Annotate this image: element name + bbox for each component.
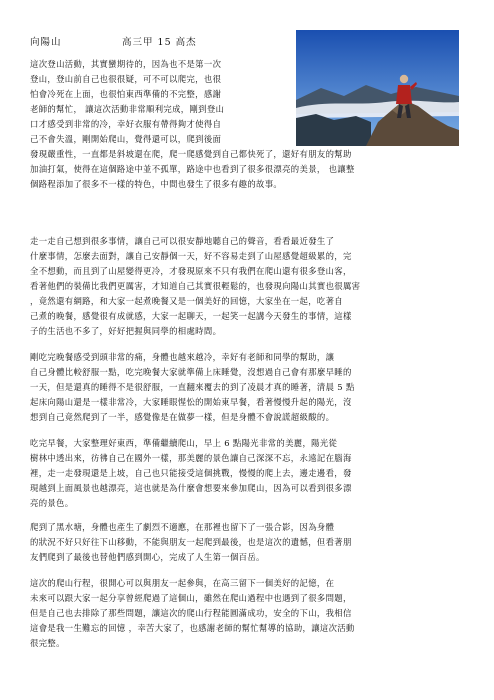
- text-line: 爬到了黑水塘，身體也產生了劇烈不適應，在那裡也留下了一張合影，因為身體: [30, 522, 335, 532]
- paragraph-3: [30, 350, 355, 425]
- text-line: 個路程添加了很多不一樣的特色，中間也發生了很多有趣的故事。: [30, 179, 283, 189]
- text-line: 剛吃完晚餐感受到頭非常的痛，身體也越來越冷，幸好有老師和同學的幫助，讓: [30, 352, 335, 362]
- text-line: ，竟然還有網路，和大家一起煮晚餐又是一個美好的回憶，大家坐在一起，吃著自: [30, 296, 343, 306]
- paragraph-1: [30, 57, 355, 192]
- text-line: 加油打氣，使得在這個路途中並不孤單，路途中也看到了很多很漂亮的美景， 也讓整: [30, 164, 355, 174]
- text-line: 自己身體比較舒服一點，吃完晚餐大家就準備上床睡覺，沒想過自己會有那麼早睡的: [30, 367, 352, 377]
- text-line: 想到自己竟然爬到了一半，感覺像是在做夢一樣，但是身體不會說謊超級酸的。: [30, 412, 335, 422]
- paragraph-2: [30, 234, 360, 339]
- text-line: 己煮的晚餐，感覺很有成就感，大家一起聊天，一起笑一起講今天發生的事情，這樣: [30, 311, 352, 321]
- text-line: 現越到上面風景也越漂亮，這也就是為什麼會想要來參加爬山，因為可以看到很多漂: [30, 483, 352, 493]
- text-line: 很完整。: [30, 638, 65, 648]
- text-line: 看著他們的裝備比我們更厲害，才知道自己其實很輕鬆的，也發現向陽山其實也很厲害: [30, 281, 361, 291]
- text-line: 未來可以跟大家一起分享曾經爬過了這個山，雖然在爬山過程中也遇到了很多問題，: [30, 593, 352, 603]
- text-line: 子的生活也不多了，好好把握與同學的相處時間。: [30, 326, 222, 336]
- text-line: 老師的幫忙， 讓這次活動非常順利完成，剛到登山: [30, 104, 225, 114]
- text-line: 裡，走一走發現還是上坡，自己也只能接受這個挑戰，慢慢的爬上去，邊走邊看，發: [30, 468, 352, 478]
- paragraph-6: [30, 576, 355, 651]
- author-line: 高三甲 15 高杰: [122, 37, 197, 48]
- text-line: 走一走自己想到很多事情，讓自己可以很安靜地聽自己的聲音，看看最近發生了: [30, 236, 335, 246]
- text-line: 口才感受到非常的冷，幸好衣服有帶得夠才使得自: [30, 119, 222, 129]
- text-line: 登山，登山前自己也很很疑，可不可以爬完，也很: [30, 74, 222, 84]
- text-line: 但是自己也去排除了那些問題，讓這次的爬山行程能圓滿成功，安全的下山，我相信: [30, 608, 352, 618]
- paragraph-4: [30, 436, 352, 511]
- text-line: 發現嚴重性，一直都是斜坡還在爬，爬一爬感覺到自己都快死了，還好有朋友的幫助: [30, 149, 352, 159]
- place-title: 向陽山: [30, 37, 62, 48]
- text-line: 怕會冷死在上面，也很怕東西準備的不完整，感謝: [30, 89, 222, 99]
- text-line: 什麼事情，怎麼去面對，讓自己安靜個一天，好不容易走到了山屋感覺超級累的，完: [30, 251, 352, 261]
- text-line: 一天，但是還真的睡得不是很舒服，一直翻來覆去的到了凌晨才真的睡著，清晨 5 點: [30, 382, 355, 392]
- text-line: 友們爬到了最後也替他們感到開心，完成了人生第一個百岳。: [30, 552, 265, 562]
- essay-header: [30, 34, 197, 48]
- text-line: 亮的景色。: [30, 498, 74, 508]
- text-line: 樹林中透出來，彷彿自己在國外一樣，那美麗的景色讓自己深深不忘，永遠記在腦海: [30, 453, 352, 463]
- text-line: 起床向陽山還是一樣非常冷，大家睡眼惺忪的開始東早餐，看著慢慢升起的陽光，沒: [30, 397, 352, 407]
- text-line: 吃完早餐，大家整理好東西，準備繼續爬山，早上 6 點陽光非常的美麗，陽光從: [30, 438, 338, 448]
- text-line: 己不會失溫，剛開始爬山，覺得還可以，爬到後面: [30, 134, 222, 144]
- paragraph-5: [30, 520, 352, 565]
- text-line: 這次登山活動，其實蠻期待的，因為也不是第一次: [30, 59, 222, 69]
- text-line: 這會是我一生難忘的回憶 ，幸苦大家了，也感謝老師的幫忙幫導的協助，讓這次活動: [30, 623, 355, 633]
- text-line: 全不想動，而且到了山屋變得更冷，才發現原來不只有我們在爬山還有很多登山客，: [30, 266, 352, 276]
- text-line: 的狀況不好只好往下山移動，不能與朋友一起爬到最後，也是這次的遺憾，但看著朋: [30, 537, 352, 547]
- text-line: 這次的爬山行程，很開心可以與朋友一起參與，在高三留下一個美好的記憶，在: [30, 578, 335, 588]
